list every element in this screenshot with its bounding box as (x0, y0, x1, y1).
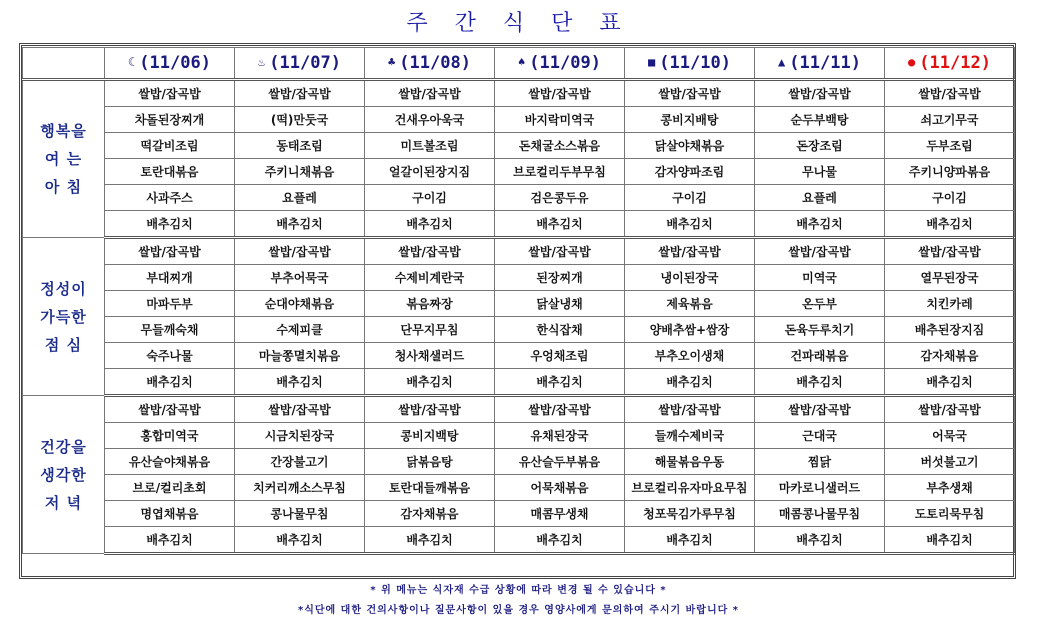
menu-item: 쌀밥/잡곡밥 (365, 238, 495, 265)
menu-row (23, 80, 1015, 107)
menu-item: 쌀밥/잡곡밥 (235, 238, 365, 265)
menu-item: 배추김치 (885, 527, 1015, 554)
menu-item: 쌀밥/잡곡밥 (755, 396, 885, 423)
menu-item: 부대찌개 (105, 265, 235, 291)
menu-item: 된장찌개 (495, 265, 625, 291)
menu-item: 쌀밥/잡곡밥 (755, 80, 885, 107)
menu-item: 배추김치 (365, 527, 495, 554)
menu-item: 부추어묵국 (235, 265, 365, 291)
menu-item: 쇠고기무국 (885, 107, 1015, 133)
notice-change: * 위 메뉴는 식자재 수급 상황에 따라 변경 될 수 있습니다 * (370, 585, 667, 596)
menu-item: 돈채굴소스볶음 (495, 133, 625, 159)
menu-item: 어묵국 (885, 423, 1015, 449)
menu-item: 한식잡채 (495, 317, 625, 343)
menu-item: 수제피클 (235, 317, 365, 343)
menu-item: 배추김치 (365, 369, 495, 396)
menu-item: 닭살냉채 (495, 291, 625, 317)
menu-item: 요플레 (755, 185, 885, 211)
menu-item: 미역국 (755, 265, 885, 291)
menu-item: 근대국 (755, 423, 885, 449)
menu-item: 구이김 (365, 185, 495, 211)
menu-item: 배추김치 (885, 211, 1015, 238)
menu-item: 청포묵김가루무침 (625, 501, 755, 527)
menu-item: 배추김치 (365, 211, 495, 238)
menu-item: 냉이된장국 (625, 265, 755, 291)
menu-row (23, 369, 1015, 396)
menu-item: 감자양파조림 (625, 159, 755, 185)
menu-item: 쌀밥/잡곡밥 (235, 396, 365, 423)
menu-item: 배추김치 (755, 527, 885, 554)
menu-row (23, 159, 1015, 185)
meal-label-0: 행복을 여 는 아 침 (23, 80, 105, 238)
menu-item: 우엉채조림 (495, 343, 625, 369)
day-date-label: (11/10) (659, 53, 731, 73)
menu-item: 마늘쫑멸치볶음 (235, 343, 365, 369)
menu-item: 주키니채볶음 (235, 159, 365, 185)
menu-item: 두부조림 (885, 133, 1015, 159)
menu-item: 열무된장국 (885, 265, 1015, 291)
menu-item: 해물볶음우동 (625, 449, 755, 475)
menu-item: 콩나물무침 (235, 501, 365, 527)
page-title: 주 간 식 단 표 (406, 11, 631, 36)
sun-icon: ● (908, 55, 916, 69)
menu-item: 콩비지배탕 (625, 107, 755, 133)
meal-label-2: 건강을 생각한 저 녁 (23, 396, 105, 554)
menu-item: 찜닭 (755, 449, 885, 475)
day-date-label: (11/11) (789, 53, 861, 73)
earth-icon: ▲ (778, 55, 786, 69)
menu-item: 쌀밥/잡곡밥 (105, 238, 235, 265)
menu-item: 배추김치 (235, 211, 365, 238)
menu-row (23, 475, 1015, 501)
weekly-menu-table (22, 47, 1015, 555)
menu-item: 순두부백탕 (755, 107, 885, 133)
menu-item: 쌀밥/잡곡밥 (365, 80, 495, 107)
menu-item: 배추된장지짐 (885, 317, 1015, 343)
day-header-1 (235, 48, 365, 80)
tree-icon: ♠ (518, 55, 526, 69)
menu-item: 치킨카레 (885, 291, 1015, 317)
menu-item: 쌀밥/잡곡밥 (625, 80, 755, 107)
menu-item: 치커리깨소스무침 (235, 475, 365, 501)
menu-item: 건새우아욱국 (365, 107, 495, 133)
day-header-row (23, 48, 1015, 80)
menu-item: 버섯불고기 (885, 449, 1015, 475)
day-header-2 (365, 48, 495, 80)
menu-item: 쌀밥/잡곡밥 (755, 238, 885, 265)
menu-item: 쌀밥/잡곡밥 (885, 80, 1015, 107)
menu-item: 쌀밥/잡곡밥 (885, 396, 1015, 423)
menu-row (23, 291, 1015, 317)
menu-row (23, 133, 1015, 159)
menu-item: 브로컬리유자마요무침 (625, 475, 755, 501)
menu-item: 감자채볶음 (365, 501, 495, 527)
menu-item: 배추김치 (105, 527, 235, 554)
menu-item: 들깨수제비국 (625, 423, 755, 449)
water-icon: ♣ (388, 55, 396, 69)
moon-icon: ☾ (128, 55, 136, 69)
menu-item: 양배추쌈+쌈장 (625, 317, 755, 343)
menu-item: 유산슬두부볶음 (495, 449, 625, 475)
menu-item: 배추김치 (495, 527, 625, 554)
menu-item: 매콤무생채 (495, 501, 625, 527)
menu-item: 구이김 (885, 185, 1015, 211)
day-header-5 (755, 48, 885, 80)
menu-item: 미트볼조림 (365, 133, 495, 159)
menu-item: 매콤콩나물무침 (755, 501, 885, 527)
menu-item: 배추김치 (755, 369, 885, 396)
menu-item: 브로컬리두부무침 (495, 159, 625, 185)
menu-item: 쌀밥/잡곡밥 (885, 238, 1015, 265)
menu-item: 배추김치 (105, 369, 235, 396)
menu-item: 쌀밥/잡곡밥 (235, 80, 365, 107)
gold-icon: ■ (648, 55, 656, 69)
menu-item: 브로/컬리초회 (105, 475, 235, 501)
day-date-label: (11/09) (529, 53, 601, 73)
day-date-label: (11/08) (399, 53, 471, 73)
menu-item: 제육볶음 (625, 291, 755, 317)
menu-item: 쌀밥/잡곡밥 (365, 396, 495, 423)
menu-item: 차돌된장찌개 (105, 107, 235, 133)
menu-row (23, 238, 1015, 265)
menu-item: 얼갈이된장지짐 (365, 159, 495, 185)
menu-item: 유채된장국 (495, 423, 625, 449)
menu-row (23, 107, 1015, 133)
menu-item: 배추김치 (235, 369, 365, 396)
menu-item: 배추김치 (755, 211, 885, 238)
menu-item: 배추김치 (105, 211, 235, 238)
menu-item: 건파래볶음 (755, 343, 885, 369)
menu-item: 무들깨숙채 (105, 317, 235, 343)
menu-row (23, 185, 1015, 211)
corner-cell (23, 48, 105, 80)
menu-item: 토란대볶음 (105, 159, 235, 185)
menu-item: 단무지무침 (365, 317, 495, 343)
menu-item: 배추김치 (495, 369, 625, 396)
menu-row (23, 211, 1015, 238)
day-date-label: (11/12) (919, 53, 991, 73)
menu-item: (떡)만둣국 (235, 107, 365, 133)
menu-item: 쌀밥/잡곡밥 (495, 80, 625, 107)
menu-item: 홍합미역국 (105, 423, 235, 449)
menu-item: 볶음짜장 (365, 291, 495, 317)
menu-item: 바지락미역국 (495, 107, 625, 133)
menu-row (23, 317, 1015, 343)
menu-item: 시금치된장국 (235, 423, 365, 449)
menu-item: 동태조림 (235, 133, 365, 159)
menu-row (23, 265, 1015, 291)
menu-item: 검은콩두유 (495, 185, 625, 211)
menu-item: 감자채볶음 (885, 343, 1015, 369)
menu-row (23, 343, 1015, 369)
menu-item: 쌀밥/잡곡밥 (625, 396, 755, 423)
day-header-4 (625, 48, 755, 80)
day-date-label: (11/06) (139, 53, 211, 73)
menu-item: 배추김치 (885, 369, 1015, 396)
day-date-label: (11/07) (269, 53, 341, 73)
menu-item: 닭살야채볶음 (625, 133, 755, 159)
menu-item: 숙주나물 (105, 343, 235, 369)
menu-row (23, 449, 1015, 475)
menu-item: 온두부 (755, 291, 885, 317)
menu-item: 배추김치 (495, 211, 625, 238)
menu-item: 수제비계란국 (365, 265, 495, 291)
menu-item: 배추김치 (625, 369, 755, 396)
menu-item: 순대야채볶음 (235, 291, 365, 317)
menu-row (23, 423, 1015, 449)
menu-item: 마카로니샐러드 (755, 475, 885, 501)
menu-item: 돈육두루치기 (755, 317, 885, 343)
menu-item: 도토리묵무침 (885, 501, 1015, 527)
day-header-0 (105, 48, 235, 80)
menu-item: 배추김치 (235, 527, 365, 554)
menu-item: 사과주스 (105, 185, 235, 211)
menu-item: 쌀밥/잡곡밥 (495, 238, 625, 265)
menu-item: 배추김치 (625, 211, 755, 238)
menu-item: 쌀밥/잡곡밥 (625, 238, 755, 265)
menu-item: 요플레 (235, 185, 365, 211)
day-header-6 (885, 48, 1015, 80)
menu-item: 간장불고기 (235, 449, 365, 475)
menu-item: 어묵채볶음 (495, 475, 625, 501)
menu-item: 쌀밥/잡곡밥 (105, 80, 235, 107)
day-header-3 (495, 48, 625, 80)
menu-item: 무나물 (755, 159, 885, 185)
menu-row (23, 396, 1015, 423)
menu-item: 쌀밥/잡곡밥 (495, 396, 625, 423)
menu-item: 마파두부 (105, 291, 235, 317)
menu-item: 떡갈비조림 (105, 133, 235, 159)
menu-item: 부추오이생채 (625, 343, 755, 369)
menu-item: 명엽채볶음 (105, 501, 235, 527)
menu-item: 닭볶음탕 (365, 449, 495, 475)
menu-item: 부추생채 (885, 475, 1015, 501)
menu-item: 유산슬야채볶음 (105, 449, 235, 475)
menu-item: 쌀밥/잡곡밥 (105, 396, 235, 423)
menu-item: 콩비지백탕 (365, 423, 495, 449)
meal-label-1: 정성이 가득한 점 심 (23, 238, 105, 396)
menu-item: 돈장조림 (755, 133, 885, 159)
notice-contact: *식단에 대한 건의사항이나 질문사항이 있을 경우 영양사에게 문의하여 주시기 바랍니다 * (297, 605, 740, 616)
menu-item: 청사채샐러드 (365, 343, 495, 369)
menu-row (23, 527, 1015, 554)
menu-item: 구이김 (625, 185, 755, 211)
menu-item: 토란대들깨볶음 (365, 475, 495, 501)
fire-icon: ♨ (258, 55, 266, 69)
menu-row (23, 501, 1015, 527)
menu-item: 배추김치 (625, 527, 755, 554)
menu-item: 주키니양파볶음 (885, 159, 1015, 185)
